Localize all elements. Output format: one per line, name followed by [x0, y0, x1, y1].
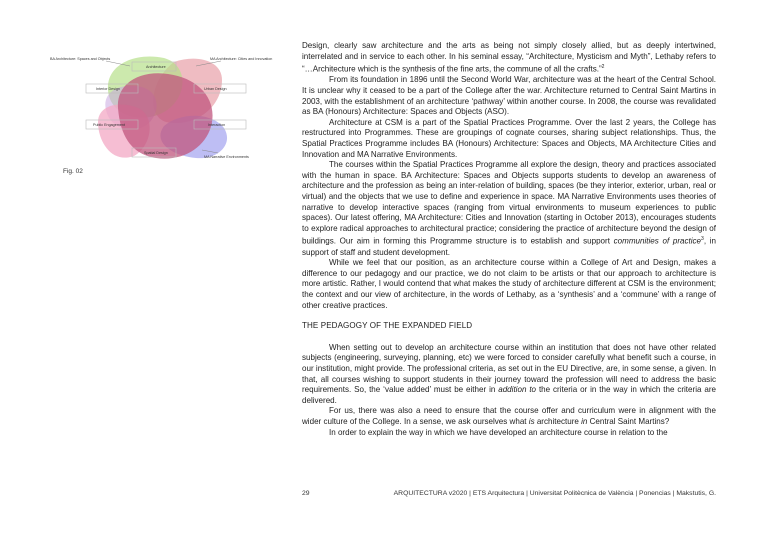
paragraph: For us, there was also a need to ensure that the course offer and curriculum were in alignment with the wider culture of the College. In a sense, we ask ourselves what is architecture in Central Saint Martins?	[302, 406, 716, 426]
figure-caption: Fig. 02	[63, 168, 83, 175]
label-spaces-objects: BA Architecture: Spaces and Objects	[50, 57, 111, 61]
label-architecture: Architecture	[146, 65, 166, 69]
body-text	[302, 41, 716, 438]
section-heading: THE PEDAGOGY OF THE EXPANDED FIELD	[302, 321, 473, 331]
venn-diagram-figure	[46, 50, 286, 180]
venn-diagram	[46, 50, 286, 180]
label-public-engagement: Public Engagement	[93, 123, 125, 127]
footer-info: ARQUITECTURA v2020 | ETS Arquitectura | Universitat Politècnica de València | Ponencias | Makstutis, G.	[393, 490, 716, 497]
paragraph: From its foundation in 1896 until the Second World War, architecture was at the heart of the Central School. It is unclear why it ceased to be a part of the College after the war. Architecture returned to Central Saint Martins in 2003, with the establishment of an architecture ‘pathway’ within another course. In 2008, the course was revalidated as BA (Honours) Architecture: Spaces and Objects (ASO).	[302, 75, 716, 117]
label-interaction: Interaction	[208, 123, 226, 127]
paragraph: When setting out to develop an architecture course within an institution that does not have other related subjects (engineering, surveying, planning, etc) we were forced to consider carefully what benefit such a course, in our institution, might provide. The professional criteria, as set out in the EU Directive, are, in some sense, a given. In that, all courses wishing to support students in their journey toward the profession will need to address the basic requirements. So, the ‘value added’ must be either in addition to the criteria or in the way in which the criteria are delivered.	[302, 342, 716, 405]
label-cities-innovation: MA Architecture: Cities and Innovation	[210, 57, 273, 61]
label-interior-design: Interior Design	[96, 87, 120, 91]
paragraph: Architecture at CSM is a part of the Spatial Practices Programme. Over the last 2 years, the College has restructured into Programmes. These are groupings of cognate courses, sharing subject relationships. Thus, the Spatial Practices Programme includes BA (Honours) Architecture: Spaces and Objects, MA Architecture Cities and Innovation and MA Narrative Environments.	[302, 117, 716, 159]
label-urban-design: Urban Design	[204, 87, 227, 91]
paragraph: The courses within the Spatial Practices Programme all explore the design, theory and practices associated with the human in space. BA Architecture: Spaces and Objects supports students to develop an awareness of architecture and the profession as being an inter-relation of building, spaces (be they interior, exterior, urban, real or virtual) and the objects that we use to define and experience in space. MA Narrative Environments uses theories of narrative to develop interactive spaces (ranging from virtual environments to museum experiences to public spaces). Our latest offering, MA Architecture: Cities and Innovation (starting in October 2013), encourages students to explore radical approaches to architectural practice; considering the practice of architecture beyond the design of buildings. Our aim in forming this Programme structure is to establish and support communities of practice$^3$, in support of staff and student development.	[302, 160, 716, 257]
label-narrative-env: MA Narrative Environments	[204, 155, 249, 159]
page-number: 29	[302, 490, 310, 497]
footnote-ref: 3	[701, 236, 704, 243]
paragraph: Design, clearly saw architecture and the arts as being not simply closely allied, but as deeply intertwined, interrelated and in service to each other. In his seminal essay, “Architecture, Mysticism and Myth”, Lethaby refers to “…Architecture which is the synthesis of the fine arts, the commune of all the crafts.”$^2$	[302, 41, 716, 74]
footnote-ref: 2	[601, 64, 605, 71]
label-spatial-design: Spatial Design	[144, 151, 168, 155]
paragraph: In order to explain the way in which we have developed an architecture course in relation to the	[329, 427, 668, 437]
paragraph: While we feel that our position, as an architecture course within a College of Art and Design, makes a difference to our pedagogy and our practice, we do not claim to be artists or that our approach to architecture is more artistic. Rather, I would contend that what makes the study of architecture different at CSM is the environment; the context and our view of architecture, in the words of Lethaby, as a ‘synthesis’ and a ‘commune’ with a range of other creative practices.	[302, 258, 716, 310]
